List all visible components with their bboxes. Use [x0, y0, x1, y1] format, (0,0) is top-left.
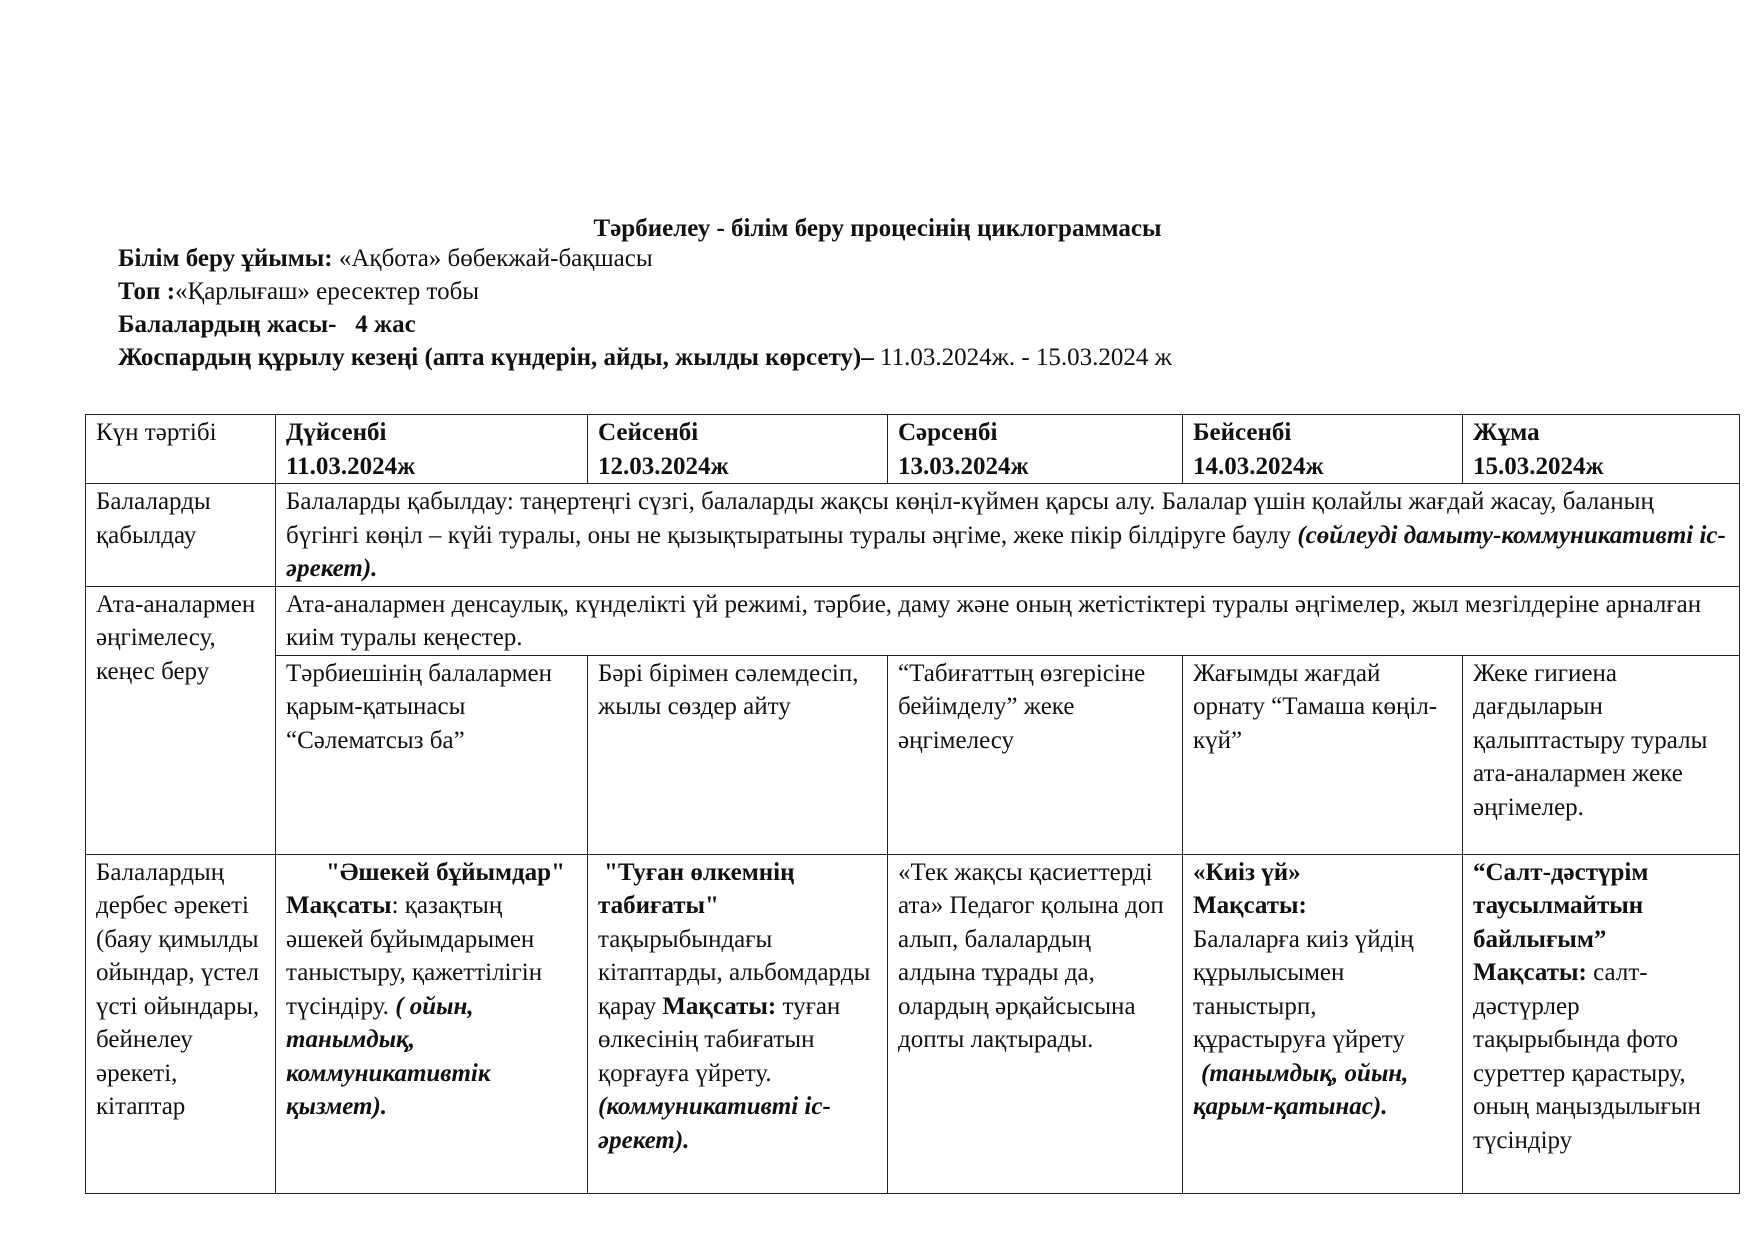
parents-cell-thu: Жағымды жағдай орнату “Тамаша көңіл-күй” — [1183, 655, 1463, 854]
org-line — [118, 244, 653, 274]
reception-row — [86, 484, 1740, 587]
reception-text-cell — [276, 484, 1740, 587]
day-date: 13.03.2024ж — [898, 452, 1029, 480]
day-date: 15.03.2024ж — [1473, 452, 1604, 480]
day-header-thu — [1183, 415, 1463, 484]
goal-text: туған өлкесінің табиғатын қорғауға үйрету. — [598, 992, 841, 1087]
goal-text: Балаларға киіз үйдің құрылысымен таныстырп, құрастыруға үйрету — [1193, 925, 1414, 1053]
parents-cell-tue: Бәрі бірімен сәлемдесіп, жылы сөздер айту — [588, 655, 888, 854]
day-name: Бейсенбі — [1193, 419, 1292, 446]
day-header-fri — [1463, 415, 1740, 484]
activity-title: "Әшекей бұйымдар" — [326, 858, 565, 886]
org-value: «Ақбота» бөбекжай-бақшасы — [338, 245, 653, 272]
day-date: 12.03.2024ж — [598, 452, 729, 480]
day-name: Сейсенбі — [598, 419, 699, 446]
day-date: 14.03.2024ж — [1193, 452, 1324, 480]
row-label: Балалардың дербес әрекеті (баяу қимылды ойындар, үстел үсті ойындары, бейнелеу әрекеті, кітаптар — [86, 854, 276, 1194]
activity-title: "Туған өлкемнің табиғаты" — [598, 858, 795, 919]
activity-cell-wed — [888, 854, 1183, 1194]
day-header-tue — [588, 415, 888, 484]
goal-label: Мақсаты: — [1193, 892, 1307, 919]
activity-type: (танымдық, ойын, қарым-қатынас). — [1193, 1059, 1409, 1120]
age-label: Балалардың жасы- — [118, 311, 337, 338]
corner-cell: Күн тәртібі — [86, 415, 276, 484]
goal-label: Мақсаты: — [1473, 959, 1587, 986]
goal-label: Мақсаты — [286, 892, 392, 919]
period-value: 11.03.2024ж. - 15.03.2024 ж — [873, 344, 1172, 371]
document-title: Тәрбиелеу - білім беру процесінің циклограммасы — [593, 215, 1162, 242]
group-line — [118, 277, 479, 307]
activity-text: тақырыбындағы кітаптарды, альбомдарды қарау — [598, 925, 871, 1020]
days-header-row — [86, 415, 1740, 484]
parents-cell-fri: Жеке гигиена дағдыларын қалыптастыру туралы ата-аналармен жеке әңгімелер. — [1463, 655, 1740, 854]
activity-title: “Салт-дәстүрім таусылмайтын байлығым” — [1473, 858, 1649, 953]
group-value: «Қарлығаш» ересектер тобы — [175, 278, 480, 305]
activity-cell-tue — [588, 854, 888, 1194]
activity-cell-thu — [1183, 854, 1463, 1194]
activity-cell-fri — [1463, 854, 1740, 1194]
age-line — [118, 310, 416, 340]
activity-type: (коммуникативті іс-әрекет). — [598, 1093, 831, 1154]
independent-activity-row — [86, 854, 1740, 1194]
day-date: 11.03.2024ж — [286, 452, 416, 480]
parents-row — [86, 586, 1740, 655]
activity-type: ( ойын, танымдық, коммуникативтік қызмет). — [286, 992, 491, 1120]
activity-cell-mon — [276, 854, 588, 1194]
group-label: Топ : — [118, 278, 176, 305]
day-name: Сәрсенбі — [898, 419, 998, 446]
parents-cell-wed: “Табиғаттың өзгерісіне бейімделу” жеке әңгімелесу — [888, 655, 1183, 854]
goal-text: салт-дәстүрлер тақырыбында фото суреттер қарастыру, оның маңыздылығын түсіндіру — [1473, 959, 1701, 1154]
period-line — [118, 343, 1172, 373]
cyclogram-table — [85, 414, 1740, 1194]
goal-text: : қазақтың әшекей бұйымдарымен таныстыру, қажеттілігін түсіндіру. — [286, 892, 543, 1020]
parents-cell-mon: Тәрбиешінің балалармен қарым-қатынасы “Сәлематсыз ба” — [276, 655, 588, 854]
day-name: Дүйсенбі — [286, 419, 387, 446]
row-label: Ата-аналармен әңгімелесу, кеңес беру — [86, 586, 276, 854]
org-label: Білім беру ұйымы: — [118, 245, 333, 272]
day-name: Жұма — [1473, 419, 1540, 446]
period-label: Жоспардың құрылу кезеңі (апта күндерін, айды, жылды көрсету)– — [118, 344, 874, 371]
goal-label: Мақсаты: — [662, 992, 777, 1020]
parents-text: Ата-аналармен денсаулық, күнделікті үй режимі, тәрбие, даму және оның жетістіктері туралы әңгімелер, жыл мезгілдеріне арналған киім туралы кеңестер. — [276, 586, 1740, 655]
activity-text: «Тек жақсы қасиеттерді ата» Педагог қолына доп алып, балалардың алдына тұрады да, олардың әрқайсысына допты лақтырады. — [898, 858, 1164, 1053]
parents-days-row — [86, 655, 1740, 854]
reception-activity: (сөйлеуді дамыту-коммуникативті іс-әрекет). — [286, 521, 1726, 582]
row-label: Балаларды қабылдау — [86, 484, 276, 587]
activity-title: «Киіз үй» — [1193, 858, 1301, 886]
age-value: 4 жас — [355, 311, 416, 338]
reception-text: Балаларды қабылдау: таңертеңгі сүзгі, балаларды жақсы көңіл-күймен қарсы алу. Балалар үшін қолайлы жағдай жасау, баланың бүгінгі көңіл – күйі туралы, оны не қызықтыратыны туралы әңгіме, жеке пікір білдіруге баулу — [286, 488, 1654, 549]
day-header-mon — [276, 415, 588, 484]
day-header-wed — [888, 415, 1183, 484]
